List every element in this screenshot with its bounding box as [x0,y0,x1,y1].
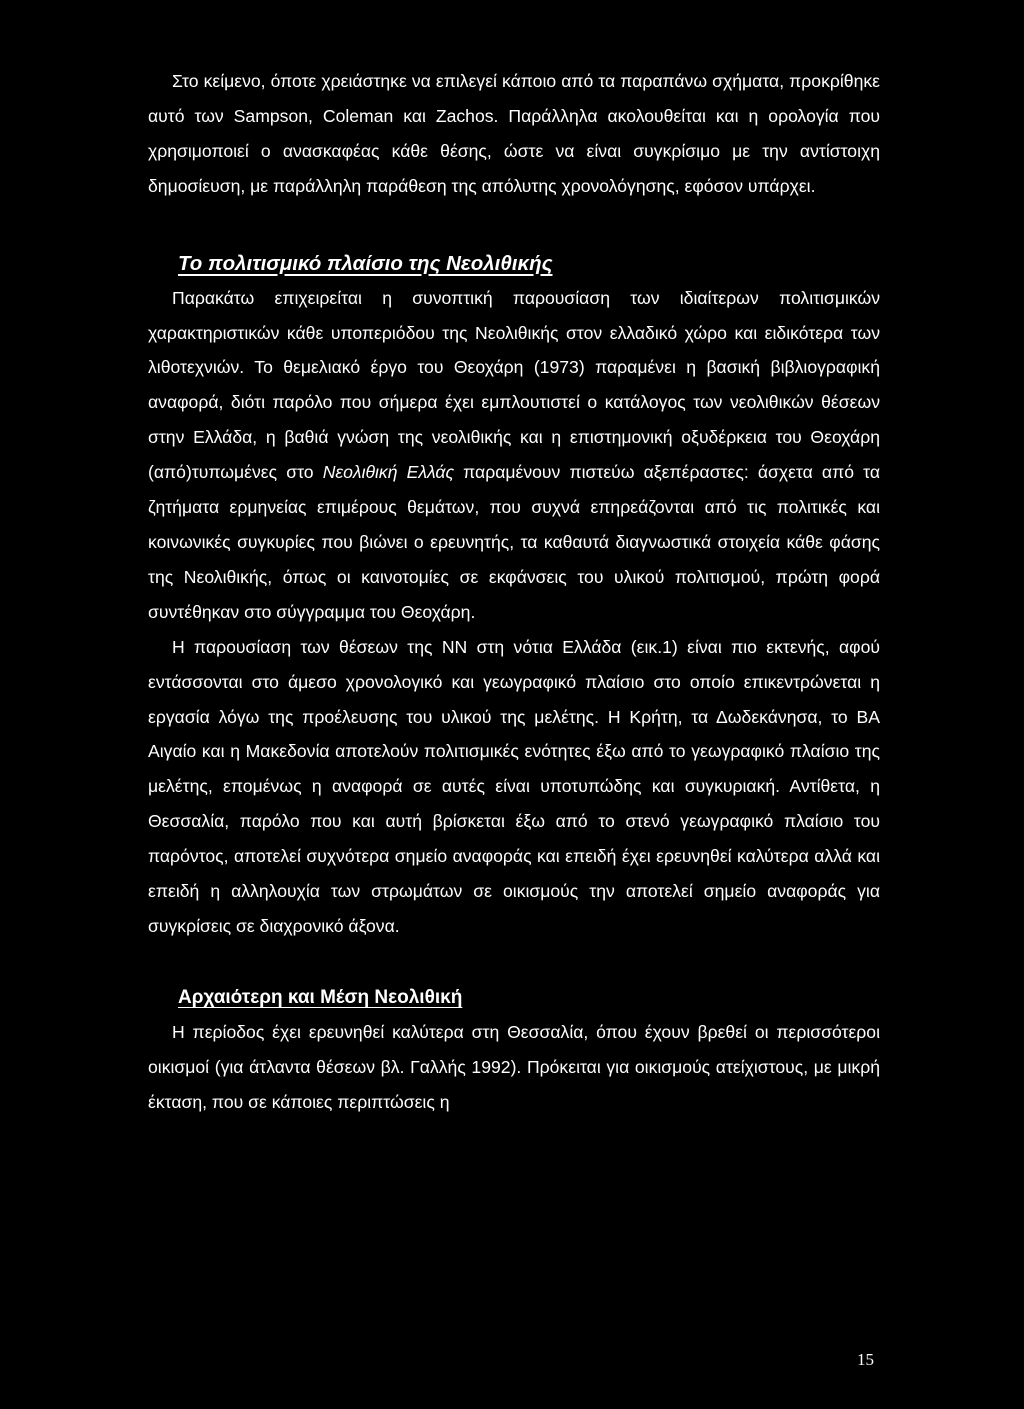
early-neolithic-paragraph: Η περίοδος έχει ερευνηθεί καλύτερα στη Θεσσαλία, όπου έχουν βρεθεί οι περισσότεροι οικισμοί (για άτλαντα θέσεων βλ. Γαλλής 1992). Πρόκειται για οικισμούς ατείχιστους, με μικρή έκταση, που σε κάποιες περιπτώσεις η [148,1021,880,1112]
section-heading-cultural-context: Το πολιτισμικό πλαίσιο της Νεολιθικής [178,251,553,275]
cultural-paragraph-1 [148,281,880,630]
section-heading-early-middle-neolithic: Αρχαιότερη και Μέση Νεολιθική [178,986,463,1008]
spacer [148,204,880,250]
cultural-paragraph-1-part-a: Παρακάτω επιχειρείται η συνοπτική παρουσίαση των ιδιαίτερων πολιτισμικών χαρακτηριστικών κάθε υποπεριόδου της Νεολιθικής στον ελλαδικό χώρο και ειδικότερα των λιθοτεχνιών. Το θεμελιακό έργο του Θεοχάρη (1973) παραμένει η βασική βιβλιογραφική αναφορά, διότι παρόλο που σήμερα έχει εμπλουτιστεί ο κατάλογος των νεολιθικών θέσεων στην Ελλάδα, η βαθιά γνώση της νεολιθικής και η επιστημονική οξυδέρκεια του Θεοχάρη (από)τυπωμένες στο [148,287,880,483]
cultural-paragraph-2: Η παρουσίαση των θέσεων της ΝΝ στη νότια Ελλάδα (εικ.1) είναι πιο εκτενής, αφού εντάσσονται στο άμεσο χρονολογικό και γεωγραφικό πλαίσιο στο οποίο επικεντρώνεται η εργασία λόγω της προέλευσης του υλικού της μελέτης. Η Κρήτη, τα Δωδεκάνησα, το ΒΑ Αιγαίο και η Μακεδονία αποτελούν πολιτισμικές ενότητες έξω από το γεωγραφικό πλαίσιο της μελέτης, επομένως η αναφορά σε αυτές είναι υποτυπώδης και συγκυριακή. Αντίθετα, η Θεσσαλία, παρόλο που και αυτή βρίσκεται έξω από το στενό γεωγραφικό πλαίσιο του παρόντος, αποτελεί συχνότερα σημείο αναφοράς και επειδή έχει ερευνηθεί καλύτερα αλλά και επειδή η αλληλουχία των στρωμάτων σε οικισμούς την αποτελεί σημείο αναφοράς για συγκρίσεις σε διαχρονικό άξονα. [148,636,880,936]
book-title: Νεολιθική Ελλάς [322,462,455,483]
cultural-paragraph-1-part-b: παραμένουν πιστεύω αξεπέραστες: άσχετα από τα ζητήματα ερμηνείας επιμέρους θεμάτων, που συχνά επηρεάζονται από τις πολιτικές και κοινωνικές συγκυρίες που βιώνει ο ερευνητής, τα καθαυτά διαγνωστικά στοιχεία κάθε φάσης της Νεολιθικής, όπως οι καινοτομίες σε εκφάνσεις του υλικού πολιτισμού, πρώτη φορά συντέθηκαν στο σύγγραμμα του Θεοχάρη. [148,462,880,622]
page-body [148,64,880,1120]
intro-paragraph: Στο κείμενο, όποτε χρειάστηκε να επιλεγεί κάποιο από τα παραπάνω σχήματα, προκρίθηκε αυτό των Sampson, Coleman και Zachos. Παράλληλα ακολουθείται και η ορολογία που χρησιμοποιεί ο ανασκαφέας κάθε θέσης, ώστε να είναι συγκρίσιμο με την αντίστοιχη δημοσίευση, με παράλληλη παράθεση της απόλυτης χρονολόγησης, εφόσον υπάρχει. [148,71,880,196]
spacer [148,944,880,984]
page-number: 15 [857,1350,874,1369]
